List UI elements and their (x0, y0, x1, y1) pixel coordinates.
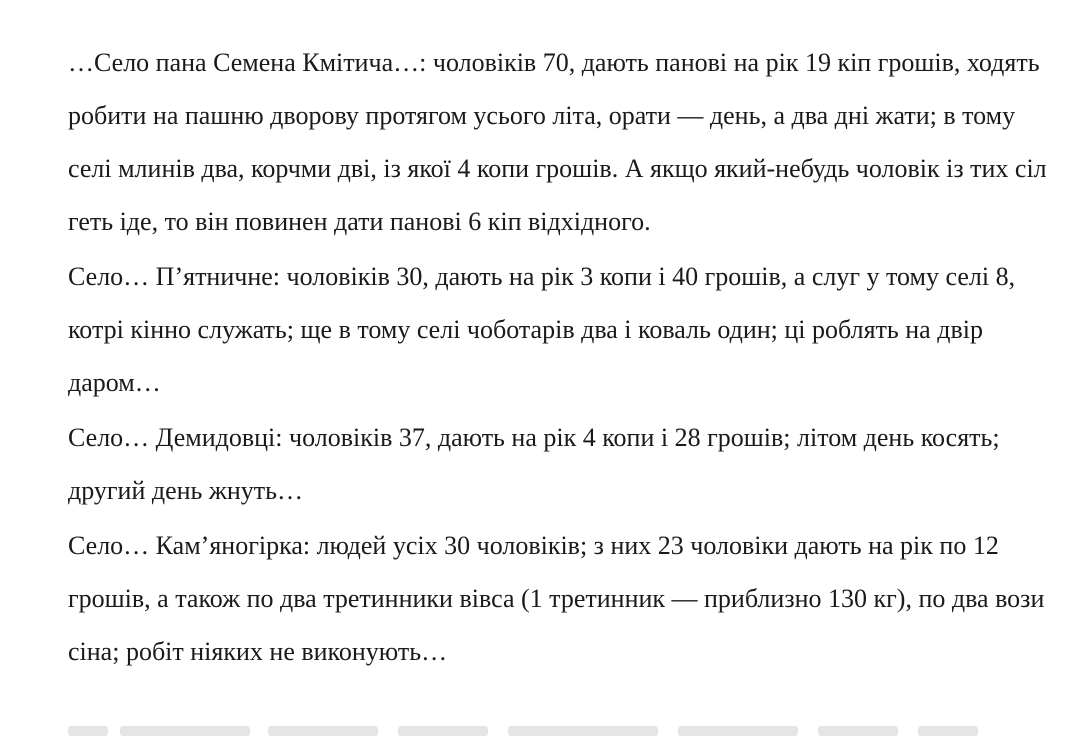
paragraph-village-kamianohirka: Село… Кам’яногірка: людей усіх 30 чоловіків; з них 23 чоловіки дають на рік по 12 грошів, а також по два третинники вівса (1 третинник — приблизно 130 кг), по два вози сіна; робіт ніяких не виконують… (68, 531, 1045, 666)
document-body (68, 36, 1058, 678)
paragraph-village-kmitych: …Село пана Семена Кмітича…: чоловіків 70, дають панові на рік 19 кіп грошів, ходять робити на пашню дворову протягом усього літа, орати — день, а два дні жати; в тому селі млинів два, корчми дві, із якої 4 копи грошів. А якщо який-небудь чоловік із тих сіл геть іде, то він повинен дати панові 6 кіп відхідного. (68, 48, 1047, 236)
paragraph-village-demydivtsi: Село… Демидовці: чоловіків 37, дають на рік 4 копи і 28 грошів; літом день косять; другий день жнуть… (68, 423, 1000, 505)
cropped-next-line (68, 726, 998, 740)
paragraph-village-piatnychne: Село… П’ятничне: чоловіків 30, дають на рік 3 копи і 40 грошів, а слуг у тому селі 8, котрі кінно служать; ще в тому селі чоботарів два і коваль один; ці роблять на двір даром… (68, 262, 1016, 397)
